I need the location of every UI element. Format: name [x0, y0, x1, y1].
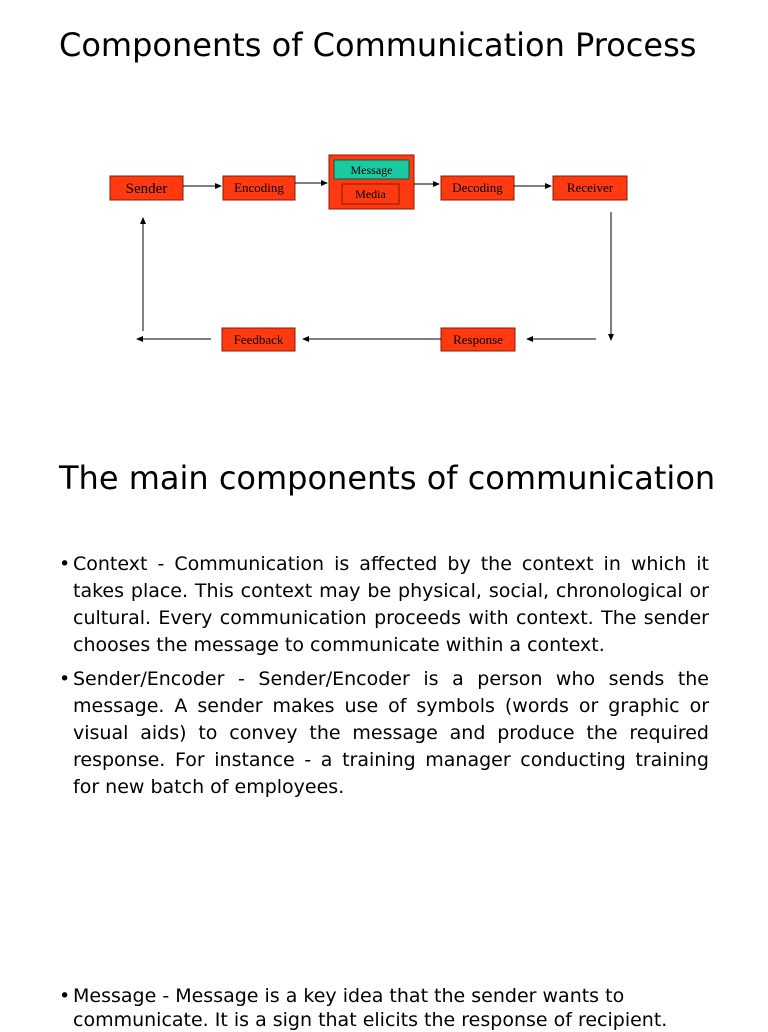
- message-media-node: [329, 155, 414, 209]
- receiver-node: [553, 176, 627, 200]
- decoding-label: Decoding: [452, 180, 503, 195]
- feedback-label: Feedback: [233, 332, 284, 347]
- message-text: Message - Message is a key idea that the sender wants to communicate. It is a sign that elicits the response of recipient.: [73, 985, 668, 1031]
- sender-encoder-text: Sender/Encoder - Sender/Encoder is a person who sends the message. A sender makes use of symbols (words or graphic or visual aids) to convey the message and produce the required response. For instance - a training manager conducting training for new batch of employees.: [73, 668, 709, 798]
- slide-title: Components of Communication Process: [59, 26, 697, 64]
- list-item-context: [59, 551, 709, 659]
- encoding-label: Encoding: [234, 180, 284, 195]
- decoding-node: [441, 176, 514, 200]
- communication-process-diagram: [0, 0, 768, 400]
- components-list-continued: [59, 984, 709, 1032]
- section-title: The main components of communication: [59, 459, 716, 497]
- receiver-label: Receiver: [566, 180, 614, 195]
- components-list: [59, 551, 709, 808]
- bullet-dot: •: [59, 553, 71, 575]
- context-text: Context - Communication is affected by the context in which it takes place. This context may be physical, social, chronological or cultural. Every communication proceeds with context. The sender chooses the message to communicate within a context.: [73, 553, 709, 656]
- feedback-node: [222, 328, 295, 351]
- response-node: [441, 328, 515, 351]
- encoding-node: [223, 176, 295, 200]
- bullet-dot: •: [59, 985, 71, 1007]
- sender-node: [110, 176, 183, 200]
- sender-label: Sender: [125, 181, 168, 197]
- bullet-dot: •: [59, 668, 71, 690]
- list-item-message: [59, 984, 709, 1032]
- list-item-sender-encoder: [59, 666, 709, 801]
- message-label: Message: [350, 163, 393, 177]
- response-label: Response: [453, 332, 503, 347]
- media-label: Media: [355, 187, 386, 201]
